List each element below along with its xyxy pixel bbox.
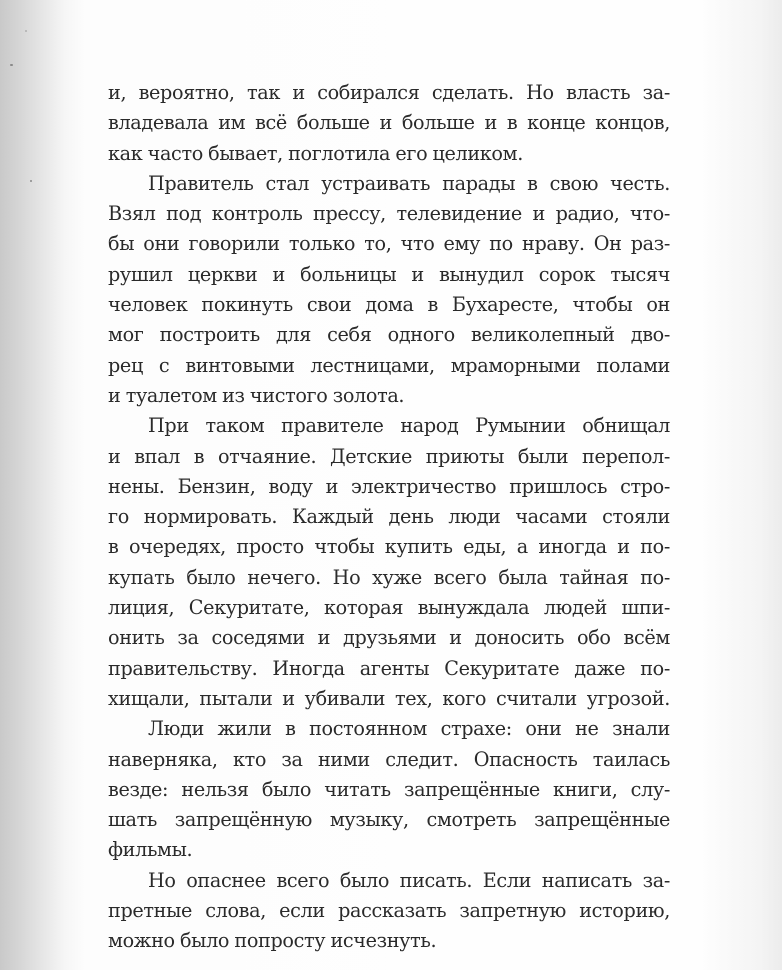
- text-line: и впал в отчаяние. Детские приюты были перепол-: [108, 444, 670, 468]
- page-text: [108, 78, 670, 957]
- text-line: нены. Бензин, воду и электричество пришлось стро-: [108, 474, 670, 498]
- text-line: претные слова, если рассказать запретную историю,: [108, 899, 670, 923]
- text-line: Правитель стал устраивать парады в свою честь.: [148, 171, 670, 195]
- text-line: можно было попросту исчезнуть.: [108, 929, 437, 953]
- text-line: рушил церкви и больницы и вынудил сорок тысяч: [108, 262, 670, 286]
- paragraph: [108, 169, 670, 411]
- paragraph: [108, 866, 670, 957]
- text-line: владевала им всё больше и больше и в конце концов,: [108, 111, 670, 135]
- text-line: купать было нечего. Но хуже всего была тайная по-: [108, 565, 670, 589]
- text-line: в очередях, просто чтобы купить еды, а иногда и по-: [108, 535, 670, 559]
- text-line: Но опаснее всего было писать. Если написать за-: [148, 868, 670, 892]
- text-line: Взял под контроль прессу, телевидение и радио, что-: [108, 202, 670, 226]
- page-speck: [25, 30, 27, 32]
- text-line: правительству. Иногда агенты Секуритате даже по-: [108, 656, 670, 680]
- page-speck: [30, 180, 32, 182]
- paragraph: [108, 411, 670, 714]
- text-line: человек покинуть свои дома в Бухаресте, чтобы он: [108, 293, 670, 317]
- text-line: бы они говорили только то, что ему по нраву. Он раз-: [108, 232, 670, 256]
- text-line: При таком правителе народ Румынии обнищал: [148, 414, 670, 438]
- text-line: онить за соседями и друзьями и доносить обо всём: [108, 626, 670, 650]
- text-line: как часто бывает, поглотила его целиком.: [108, 141, 523, 165]
- paragraph: [108, 714, 670, 865]
- text-line: лиция, Секуритате, которая вынуждала людей шпи-: [108, 596, 670, 620]
- text-line: шать запрещённую музыку, смотреть запрещённые: [108, 808, 670, 832]
- text-line: Люди жили в постоянном страхе: они не знали: [148, 717, 670, 741]
- text-line: го нормировать. Каждый день люди часами стояли: [108, 505, 670, 529]
- text-line: фильмы.: [108, 838, 193, 862]
- paragraph: [108, 78, 670, 169]
- text-line: наверняка, кто за ними следит. Опасность таилась: [108, 747, 670, 771]
- text-line: везде: нельзя было читать запрещённые книги, слу-: [108, 777, 670, 801]
- page-speck: [10, 64, 13, 66]
- text-line: и, вероятно, так и собирался сделать. Но власть за-: [108, 81, 670, 104]
- text-line: рец с винтовыми лестницами, мраморными полами: [108, 353, 670, 377]
- text-line: хищали, пытали и убивали тех, кого считали угрозой.: [108, 686, 670, 710]
- text-line: мог построить для себя одного великолепный дво-: [108, 323, 670, 347]
- text-line: и туалетом из чистого золота.: [108, 383, 405, 407]
